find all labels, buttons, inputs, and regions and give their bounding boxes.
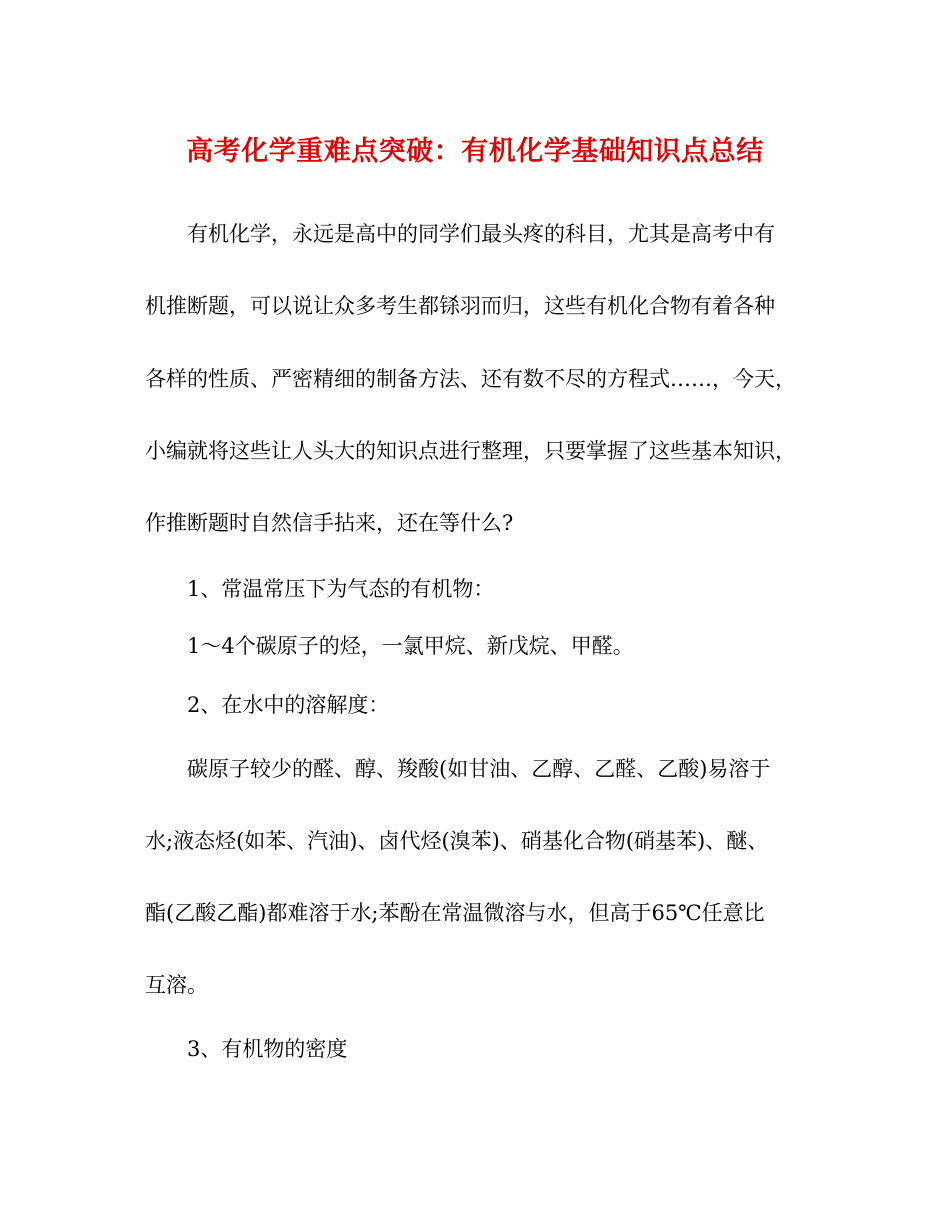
paragraph-line: 互溶。 — [145, 973, 208, 997]
paragraph-line: 水;液态烃(如苯、汽油)、卤代烃(溴苯)、硝基化合物(硝基苯)、醚、 — [145, 829, 769, 853]
paragraph-line: 作推断题时自然信手拈来，还在等什么? — [145, 511, 514, 535]
paragraph-line: 机推断题，可以说让众多考生都铩羽而归，这些有机化合物有着各种 — [145, 294, 775, 318]
paragraph-line: 1～4个碳原子的烃，一氯甲烷、新戊烷、甲醛。 — [187, 634, 634, 658]
paragraph-line: 有机化学，永远是高中的同学们最头疼的科目，尤其是高考中有 — [187, 222, 775, 246]
section-heading: 2、在水中的溶解度： — [187, 693, 390, 717]
paragraph-line: 各样的性质、严密精细的制备方法、还有数不尽的方程式……，今天， — [145, 367, 796, 391]
section-heading: 3、有机物的密度 — [187, 1037, 348, 1061]
paragraph-line: 碳原子较少的醛、醇、羧酸(如甘油、乙醇、乙醛、乙酸)易溶于 — [187, 757, 771, 781]
section-heading: 1、常温常压下为气态的有机物： — [187, 577, 495, 601]
document-title: 高考化学重难点突破：有机化学基础知识点总结 — [186, 136, 764, 167]
paragraph-line: 小编就将这些让人头大的知识点进行整理，只要掌握了这些基本知识， — [145, 439, 796, 463]
paragraph-line: 酯(乙酸乙酯)都难溶于水;苯酚在常温微溶与水，但高于65℃任意比 — [145, 901, 765, 925]
